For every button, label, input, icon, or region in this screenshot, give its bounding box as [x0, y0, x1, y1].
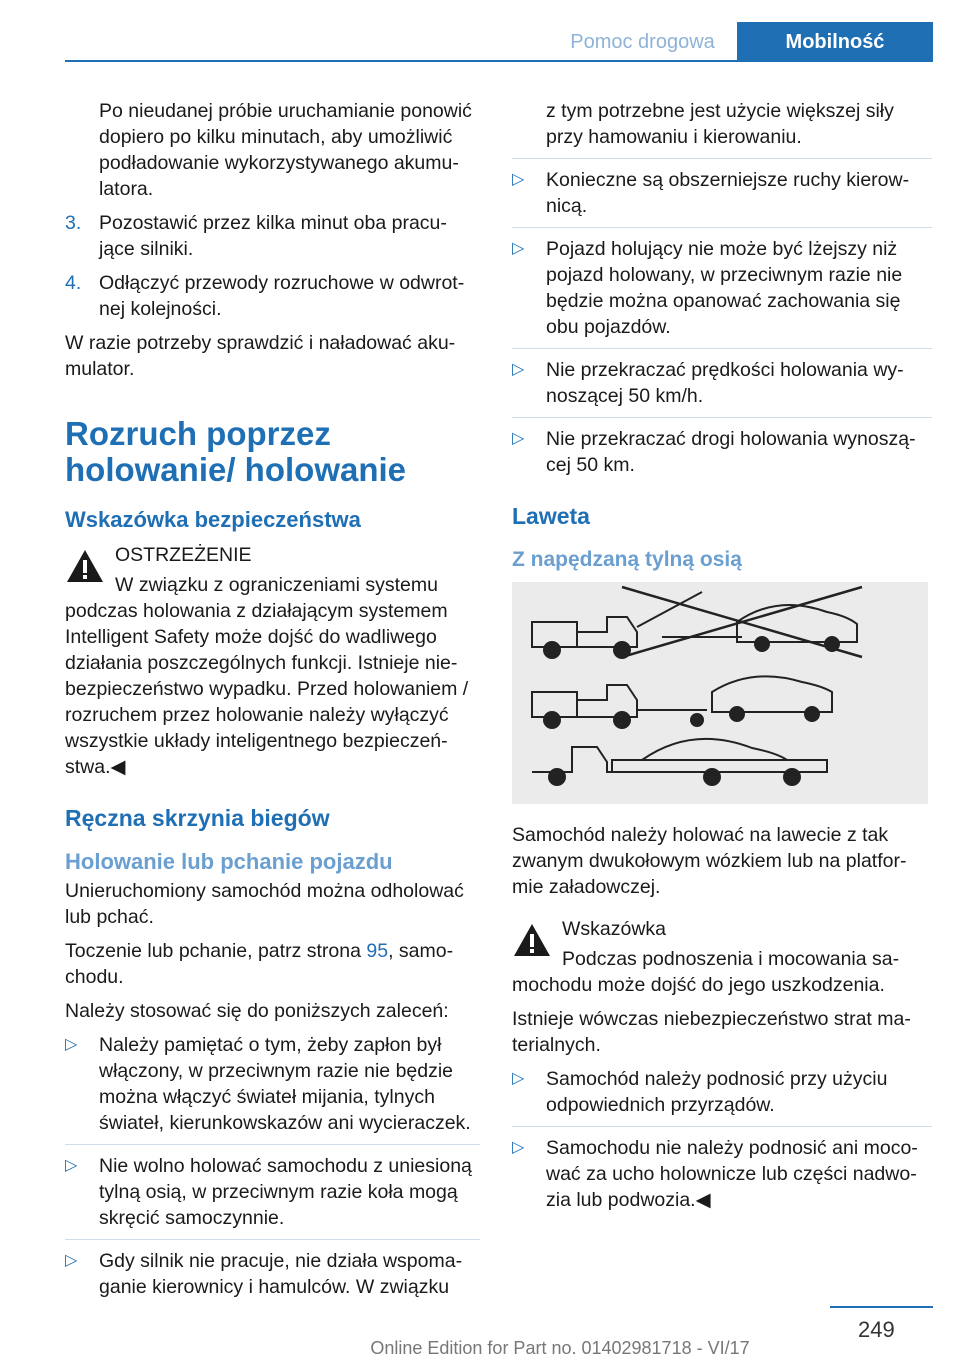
step-item — [65, 270, 480, 322]
note-text: Podczas podnoszenia i mocowania sa-mochodu może dojść do jego uszkodzenia. — [512, 948, 900, 996]
bullet-item — [65, 1032, 480, 1136]
paragraph-with-link — [65, 938, 480, 990]
laweta-paragraph: Samochód należy holować na lawecie z tak zwanym dwukołowym wózkiem lub na platfor-mie załadowczej. — [512, 824, 907, 898]
triangle-bullet-icon: ▷ — [65, 1157, 78, 1174]
bullet-item — [512, 417, 932, 478]
triangle-bullet-icon: ▷ — [512, 430, 525, 447]
intro-paragraph: Po nieudanej próbie uruchamianie ponowić dopiero po kilku minutach, aby umożliwić podładowanie wykorzystywanego akumu-latora. — [99, 100, 472, 200]
warning-title: OSTRZEŻENIE — [115, 544, 252, 566]
warning-text: W związku z ograniczeniami systemu podczas holowania z działającym systemem Intelligent Safety może dojść do wadliwego działania poszczególnych funkcji. Istnieje nie-bezpieczeństwo wypadku. Przed holowaniem / rozruchem przez holowanie należy wyłączyć wszystkie układy inteligentnego bezpieczeń-stwa.◀ — [65, 574, 469, 778]
right-column — [512, 98, 932, 1221]
text: Toczenie lub pchanie, patrz strona — [65, 940, 367, 962]
bullet-item — [512, 1066, 932, 1118]
step-number: 3. — [65, 212, 82, 234]
step-text: Pozostawić przez kilka minut oba pracu-jące silniki. — [99, 212, 447, 260]
bullet-text: Nie przekraczać prędkości holowania wy-noszącej 50 km/h. — [546, 359, 904, 407]
warning-triangle-icon — [512, 922, 552, 958]
bullet-item — [65, 1144, 480, 1231]
warning-box — [65, 542, 480, 780]
bullet-text: Należy pamiętać o tym, żeby zapłon był włączony, w przeciwnym razie nie będzie można włączyć świateł mijania, tylnych świateł, kierunkowskazów ani wycieraczek. — [99, 1034, 471, 1134]
left-column — [65, 98, 480, 1308]
bullet-text: Samochodu nie należy podnosić ani moco-wać za ucho holownicze lub części nadwo-zia lub podwozia.◀ — [546, 1137, 918, 1211]
section-title: Rozruch poprzez holowanie/ holowanie — [65, 415, 407, 488]
triangle-bullet-icon: ▷ — [512, 240, 525, 257]
note-title: Wskazówka — [562, 918, 667, 940]
triangle-bullet-icon: ▷ — [512, 361, 525, 378]
bullet-item — [512, 158, 932, 219]
footer-text: Online Edition for Part no. 01402981718 - VI/17 — [370, 1338, 750, 1358]
bullet-text: Samochód należy podnosić przy użyciu odpowiednich przyrządów. — [546, 1068, 888, 1116]
laweta-heading: Laweta — [512, 503, 590, 529]
paragraph: Unieruchomiony samochód można odholować lub pchać. — [65, 880, 464, 928]
paragraph: Należy stosować się do poniższych zaleceń: — [65, 1000, 449, 1022]
rear-axle-subheading: Z napędzaną tylną osią — [512, 548, 742, 571]
safety-heading: Wskazówka bezpieczeństwa — [65, 507, 361, 532]
bullet-item — [512, 227, 932, 340]
triangle-bullet-icon: ▷ — [65, 1036, 78, 1053]
bullet-text: Gdy silnik nie pracuje, nie działa wspoma-ganie kierownicy i hamulców. W związku — [99, 1250, 463, 1298]
bullet-text: Konieczne są obszerniejsze ruchy kierow-nicą. — [546, 169, 910, 217]
triangle-bullet-icon: ▷ — [512, 1070, 525, 1087]
bullet-item — [512, 348, 932, 409]
step-item — [65, 210, 480, 262]
continued-text: z tym potrzebne jest użycie większej siły przy hamowaniu i kierowaniu. — [546, 100, 894, 148]
tab-mobilnosc[interactable]: Mobilność — [737, 22, 933, 62]
bullet-text: Nie przekraczać drogi holowania wynoszą-cej 50 km. — [546, 428, 916, 476]
bullet-item — [512, 1126, 932, 1213]
step-text: Odłączyć przewody rozruchowe w odwrot-nej kolejności. — [99, 272, 465, 320]
text: , samo-chodu. — [65, 940, 454, 988]
triangle-bullet-icon: ▷ — [512, 171, 525, 188]
bullet-item — [65, 1239, 480, 1300]
triangle-bullet-icon: ▷ — [65, 1252, 78, 1269]
note-box — [512, 916, 932, 998]
tab-pomoc-drogowa[interactable]: Pomoc drogowa — [570, 30, 715, 53]
page-number: 249 — [858, 1317, 895, 1342]
gearbox-heading: Ręczna skrzynia biegów — [65, 805, 330, 831]
triangle-bullet-icon: ▷ — [512, 1139, 525, 1156]
towing-subheading: Holowanie lub pchanie pojazdu — [65, 849, 393, 874]
step-number: 4. — [65, 272, 82, 294]
footer-rule — [830, 1306, 933, 1308]
bullet-text: Nie wolno holować samochodu z uniesioną tylną osią, w przeciwnym razie koła mogą skręcić samoczynnie. — [99, 1155, 472, 1229]
towing-illustration — [512, 582, 928, 804]
warning-triangle-icon — [65, 548, 105, 584]
tow-trucks-illustration-icon — [512, 582, 928, 804]
paragraph: Istnieje wówczas niebezpieczeństwo strat ma-terialnych. — [512, 1008, 911, 1056]
after-steps-paragraph: W razie potrzeby sprawdzić i naładować aku-mulator. — [65, 332, 456, 380]
page-link[interactable]: 95 — [366, 940, 389, 962]
bullet-text: Pojazd holujący nie może być lżejszy niż pojazd holowany, w przeciwnym razie nie będzie można opanować zachowania się obu pojazdów. — [546, 238, 903, 338]
